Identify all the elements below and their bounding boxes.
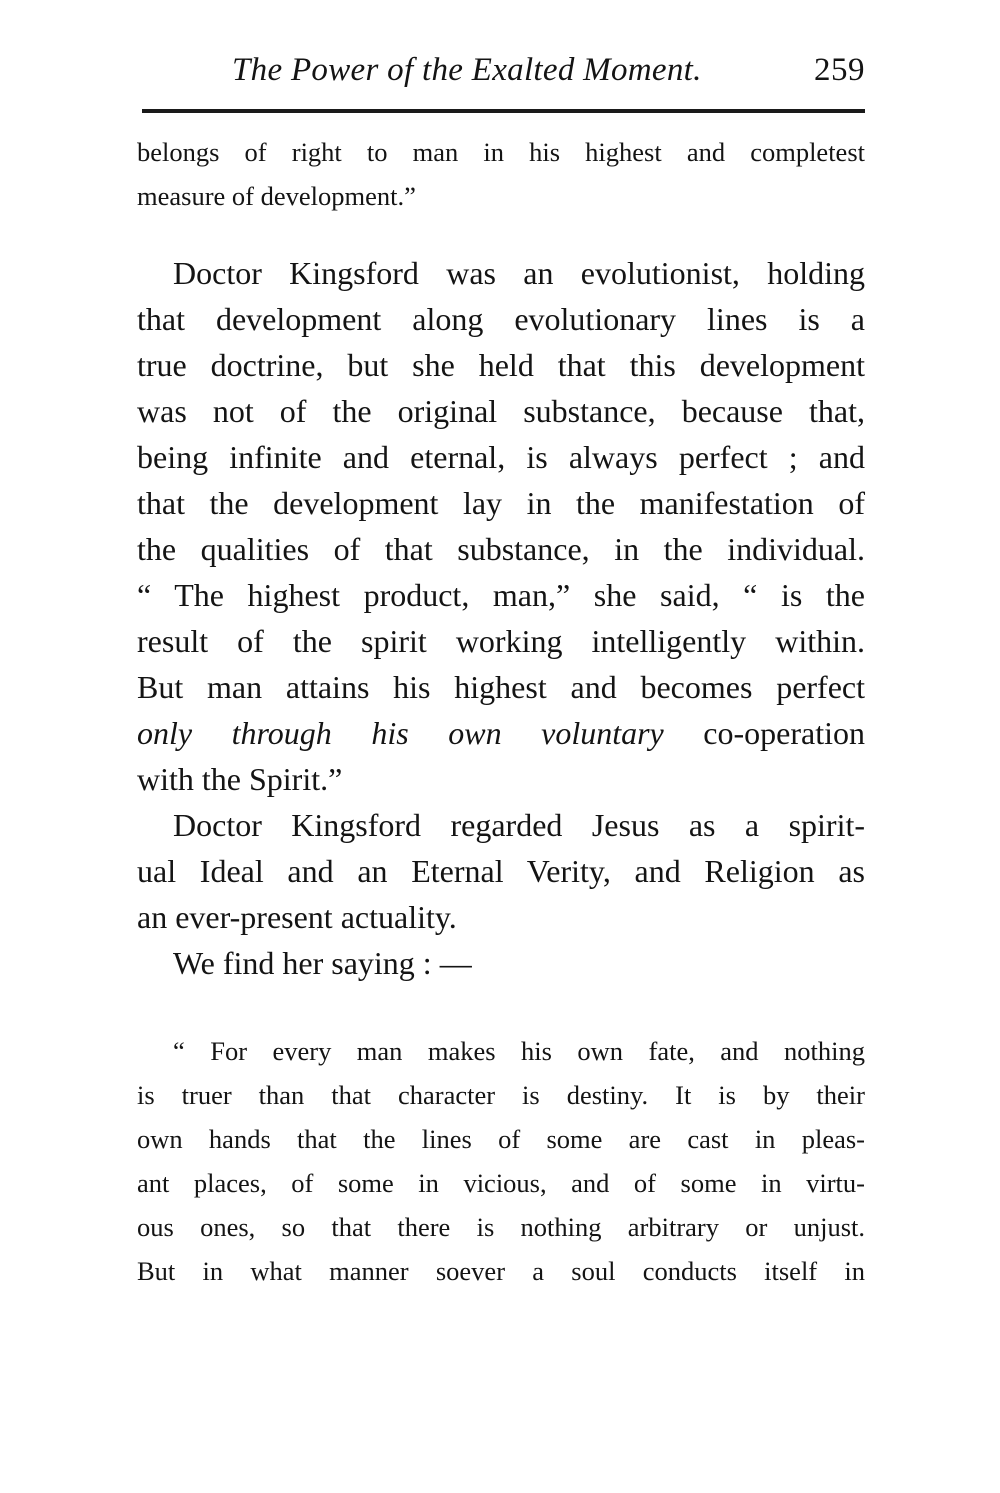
text-line: that the development lay in the manifestation of: [137, 485, 865, 521]
text-line: true doctrine, but she held that this development: [137, 347, 865, 383]
block-quote: [137, 1029, 865, 1293]
text-line: result of the spirit working intelligently within.: [137, 623, 865, 659]
text-line: is truer than that character is destiny. It is by their: [137, 1080, 865, 1110]
header-rule: [142, 109, 865, 113]
italic-phrase: only through his own voluntary: [137, 715, 664, 751]
text-line: was not of the original substance, because that,: [137, 393, 865, 429]
text-line-emphasis: [137, 710, 865, 756]
text-line: being infinite and eternal, is always perfect ; and: [137, 439, 865, 475]
body-text: [137, 250, 865, 986]
text-fragment: co-operation: [663, 715, 866, 751]
text-line: belongs of right to man in his highest and completest: [137, 137, 865, 167]
text-line: the qualities of that substance, in the individual.: [137, 531, 865, 567]
running-title: The Power of the Exalted Moment.: [232, 52, 702, 88]
paragraph-jesus-ideal: [137, 802, 865, 940]
text-line: measure of development.”: [137, 181, 416, 211]
text-line: ant places, of some in vicious, and of some in virtu-: [137, 1168, 865, 1198]
text-line: Doctor Kingsford regarded Jesus as a spirit-: [173, 807, 865, 843]
text-line: “ The highest product, man,” she said, “ is the: [137, 577, 865, 613]
page-number: 259: [814, 52, 865, 88]
text-line: an ever-present actuality.: [137, 899, 457, 935]
text-line: with the Spirit.”: [137, 761, 343, 797]
text-line: Doctor Kingsford was an evolutionist, holding: [173, 255, 865, 291]
text-line: ous ones, so that there is nothing arbitrary or unjust.: [137, 1212, 865, 1242]
text-line: But in what manner soever a soul conducts itself in: [137, 1256, 865, 1286]
running-head: [137, 48, 865, 92]
text-line: We find her saying : —: [173, 945, 472, 981]
paragraph-saying: [137, 940, 865, 986]
text-line: “ For every man makes his own fate, and nothing: [173, 1036, 865, 1066]
paragraph-evolutionist: [137, 250, 865, 802]
text-line: But man attains his highest and becomes perfect: [137, 669, 865, 705]
text-line: own hands that the lines of some are cast in pleas-: [137, 1124, 865, 1154]
text-line: that development along evolutionary lines is a: [137, 301, 865, 337]
text-line: ual Ideal and an Eternal Verity, and Religion as: [137, 853, 865, 889]
carryover-quote: [137, 130, 865, 218]
